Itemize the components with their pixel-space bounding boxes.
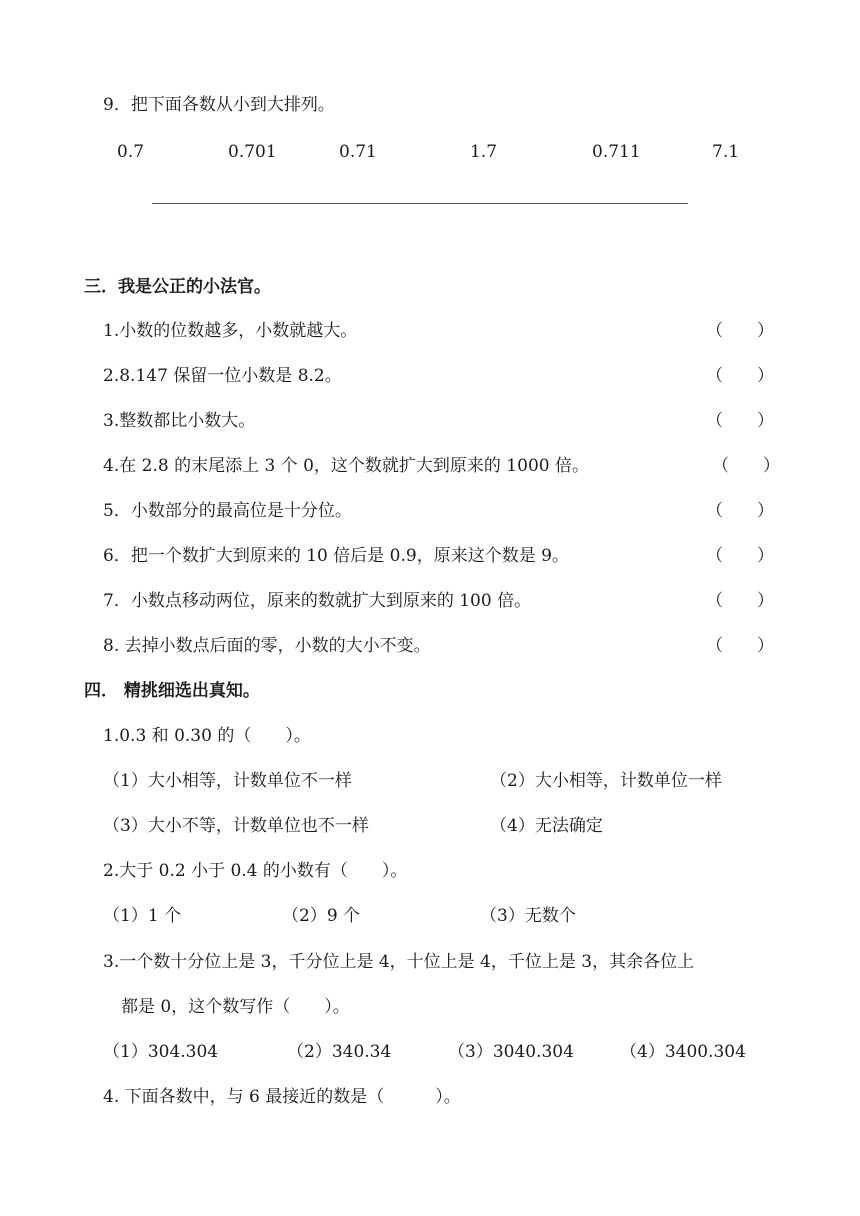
s3-item-3: 3.整数都比小数大。	[103, 411, 256, 431]
s3-answer-paren-6[interactable]: （ ）	[706, 546, 774, 566]
s3-answer-paren-3[interactable]: （ ）	[706, 411, 774, 431]
s4-q1-option-3[interactable]: （3）大小不等，计数单位也不一样	[103, 816, 369, 836]
q9-number-6: 7.1	[712, 142, 740, 162]
s3-item-4: 4.在 2.8 的末尾添上 3 个 0，这个数就扩大到原来的 1000 倍。	[103, 456, 589, 476]
s4-q3-option-3[interactable]: （3）3040.304	[448, 1042, 574, 1062]
s4-q2-option-3[interactable]: （3）无数个	[480, 906, 576, 926]
s3-answer-paren-7[interactable]: （ ）	[706, 591, 774, 611]
s4-q3-option-2[interactable]: （2）340.34	[287, 1042, 392, 1062]
s4-q1-option-2[interactable]: （2）大小相等，计数单位一样	[490, 771, 722, 791]
q9-number-1: 0.7	[117, 142, 145, 162]
q9-number-3: 0.71	[339, 142, 377, 162]
s4-q3-stem-line-2: 都是 0，这个数写作（ ）。	[121, 997, 350, 1017]
s3-answer-paren-4[interactable]: （ ）	[712, 456, 780, 476]
q9-number-5: 0.711	[592, 142, 641, 162]
s3-item-8: 8. 去掉小数点后面的零，小数的大小不变。	[103, 636, 431, 656]
s3-answer-paren-2[interactable]: （ ）	[706, 366, 774, 386]
q9-title: 9．把下面各数从小到大排列。	[103, 95, 335, 115]
section4-heading: 四． 精挑细选出真知。	[84, 681, 260, 701]
s3-item-7: 7．小数点移动两位，原来的数就扩大到原来的 100 倍。	[103, 591, 532, 611]
s4-q2-stem: 2.大于 0.2 小于 0.4 的小数有（ ）。	[103, 861, 408, 881]
s4-q1-stem: 1.0.3 和 0.30 的（ ）。	[103, 726, 311, 746]
s4-q3-option-1[interactable]: （1）304.304	[103, 1042, 219, 1062]
q9-number-2: 0.701	[228, 142, 277, 162]
s3-item-2: 2.8.147 保留一位小数是 8.2。	[103, 366, 342, 386]
q9-answer-line[interactable]	[152, 203, 688, 204]
s4-q2-option-1[interactable]: （1）1 个	[103, 906, 182, 926]
s3-answer-paren-8[interactable]: （ ）	[706, 636, 774, 656]
s3-item-1: 1.小数的位数越多，小数就越大。	[103, 321, 358, 341]
s3-item-6: 6．把一个数扩大到原来的 10 倍后是 0.9，原来这个数是 9。	[103, 546, 569, 566]
s3-answer-paren-5[interactable]: （ ）	[706, 501, 774, 521]
s3-item-5: 5．小数部分的最高位是十分位。	[103, 501, 352, 521]
s4-q2-option-2[interactable]: （2）9 个	[282, 906, 361, 926]
s4-q1-option-1[interactable]: （1）大小相等，计数单位不一样	[103, 771, 352, 791]
q9-number-4: 1.7	[470, 142, 498, 162]
s4-q1-option-4[interactable]: （4）无法确定	[490, 816, 603, 836]
section3-heading: 三．我是公正的小法官。	[84, 277, 271, 297]
s3-answer-paren-1[interactable]: （ ）	[706, 321, 774, 341]
s4-q3-option-4[interactable]: （4）3400.304	[620, 1042, 746, 1062]
s4-q4-stem: 4. 下面各数中，与 6 最接近的数是（ ）。	[103, 1087, 461, 1107]
s4-q3-stem-line-1: 3.一个数十分位上是 3，千分位上是 4，十位上是 4，千位上是 3，其余各位上	[103, 952, 695, 972]
